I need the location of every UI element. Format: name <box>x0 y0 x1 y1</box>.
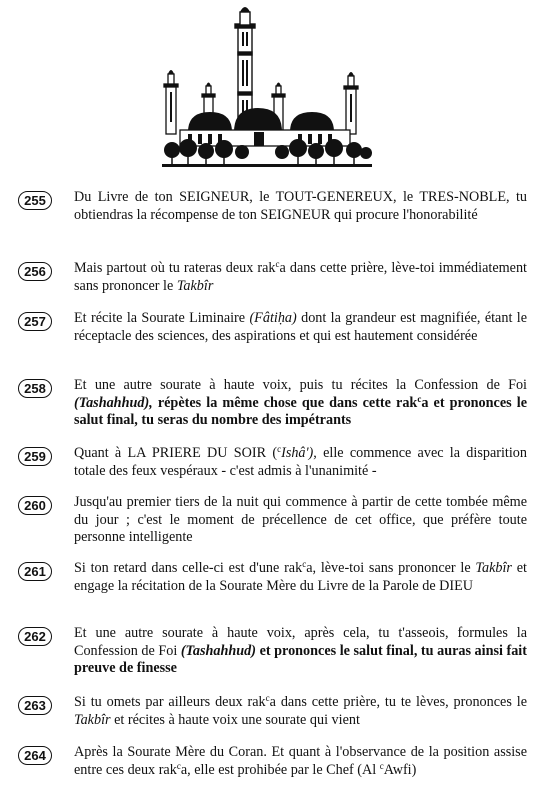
text-run: Et une autre sourate à haute voix, puis tu récites la Confession de Foi <box>74 377 527 393</box>
text-run: et engage la récitation de la Sourate Mère du Livre de la Parole de DIEU <box>74 560 527 594</box>
verse-text <box>74 189 527 224</box>
verse-number: 264 <box>18 746 52 765</box>
verse-number: 258 <box>18 379 52 398</box>
verse-264 <box>18 744 527 779</box>
text-run: (Fâtiḥa) <box>249 310 297 326</box>
verse-number: 259 <box>18 447 52 466</box>
verse-text <box>74 377 527 430</box>
ayn-superscript: c <box>277 444 282 454</box>
verse-text <box>74 260 527 295</box>
text-run: dont la grandeur est magnifiée, étant le réceptacle des sciences, des aspirations et qui est hautement considérée <box>74 310 527 344</box>
ayn-superscript: c <box>379 760 384 771</box>
text-run: Et une autre sourate à haute voix, après cela, tu t'asseois, formules la Confession de Foi <box>74 625 527 659</box>
verse-text <box>74 310 527 345</box>
text-run: Du Livre de ton SEIGNEUR, le TOUT-GENEREUX, le TRES-NOBLE, tu obtiendras la récompense de ton SEIGNEUR qui procure l'honorabilité <box>74 189 527 223</box>
text-run: (Tashahhud) <box>180 642 257 659</box>
text-run: Et récite la Sourate Liminaire <box>74 310 250 326</box>
verse-number: 263 <box>18 696 52 715</box>
text-run: a dans cette prière, lève-toi immédiatement sans prononcer le <box>74 260 527 294</box>
verse-262 <box>18 625 527 678</box>
verse-text <box>74 494 527 547</box>
verse-256 <box>18 260 527 295</box>
text-run: Mais partout où tu rateras deux rak <box>74 260 276 276</box>
verse-number: 261 <box>18 562 52 581</box>
text-run: répètes la même chose que dans cette rak <box>152 394 418 411</box>
text-run: Jusqu'au premier tiers de la nuit qui commence à partir de cette tombée même du jour ; c'est le moment de précellence de cet office, que préfère toute personne intelligente <box>74 494 527 545</box>
text-run: a dans cette prière, tu te lèves, prononces le <box>269 694 527 710</box>
verse-number: 257 <box>18 312 52 331</box>
text-run: , elle commence avec la disparition totale des feux vespéraux - c'est admis à l'unanimité - <box>74 445 527 479</box>
verse-text <box>74 625 527 678</box>
text-run: Awfi) <box>383 761 417 778</box>
text-run: Takbîr <box>74 711 111 728</box>
text-run: et prononces le salut final, tu auras ainsi fait preuve de finesse <box>74 642 527 676</box>
text-run: a et prononces le salut final, tu seras du nombre des impétrants <box>74 394 527 428</box>
verse-263 <box>18 694 527 729</box>
verse-257 <box>18 310 527 345</box>
verse-number: 256 <box>18 262 52 281</box>
verse-261 <box>18 560 527 595</box>
verse-255 <box>18 189 527 224</box>
text-run: et récites à haute voix une sourate qui vient <box>110 711 360 728</box>
verse-number: 255 <box>18 191 52 210</box>
verse-number: 262 <box>18 627 52 646</box>
text-run: Si tu omets par ailleurs deux rak <box>74 694 266 710</box>
text-run: Si ton retard dans celle-ci est d'une rak <box>74 560 303 576</box>
verse-text <box>74 560 527 595</box>
ayn-superscript: c <box>417 393 422 404</box>
verse-258 <box>18 377 527 430</box>
text-run: Après la Sourate Mère du Coran. Et quant à l'observance de la position assise entre ces deux rak <box>74 744 527 778</box>
verse-text <box>74 445 527 480</box>
verse-260 <box>18 494 527 547</box>
text-run: Ishâ') <box>281 445 314 461</box>
ayn-superscript: c <box>265 693 270 703</box>
text-run: Takbîr <box>475 560 512 576</box>
verse-number: 260 <box>18 496 52 515</box>
mosque-illustration <box>158 4 376 170</box>
text-run: Quant à LA PRIERE DU SOIR ( <box>74 445 278 461</box>
verse-259 <box>18 445 527 480</box>
ayn-superscript: c <box>176 760 181 771</box>
text-run: Takbîr <box>176 277 214 294</box>
text-run: (Tashahhud), <box>74 394 153 411</box>
text-run: a, elle est prohibée par le Chef (Al <box>180 761 380 778</box>
verse-text <box>74 694 527 729</box>
ayn-superscript: c <box>302 559 307 569</box>
verse-text <box>74 744 527 779</box>
text-run: a, lève-toi sans prononcer le <box>306 560 476 576</box>
ayn-superscript: c <box>275 259 280 269</box>
